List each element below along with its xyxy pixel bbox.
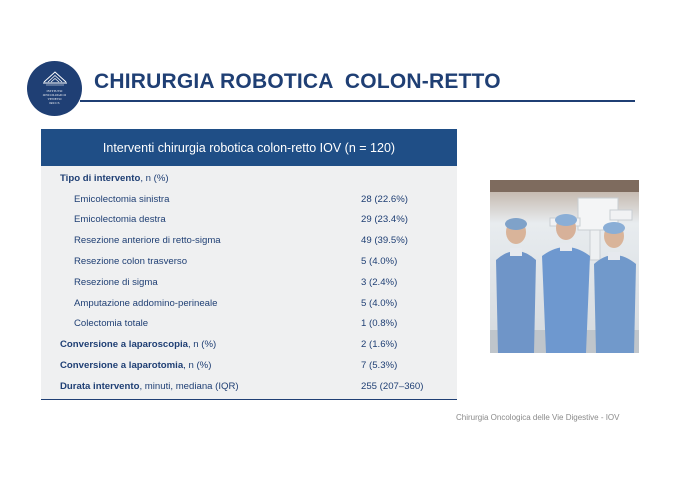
row-label-bold: Conversione a laparoscopia <box>60 339 188 351</box>
row-value: 7 (5.3%) <box>361 360 398 372</box>
row-value: 1 (0.8%) <box>361 318 398 330</box>
row-label <box>41 339 361 350</box>
table-row <box>41 251 457 272</box>
row-label <box>41 381 361 392</box>
iov-logo <box>27 61 82 116</box>
row-value: 3 (2.4%) <box>361 276 398 288</box>
table-row <box>41 272 457 293</box>
table-row <box>41 210 457 231</box>
table-row <box>41 293 457 314</box>
logo-text: ISTITUTO ONCOLOGICO VENETO IRCCS <box>42 89 67 105</box>
row-value: 5 (4.0%) <box>361 297 398 309</box>
row-label-suffix: , n (%) <box>187 339 217 351</box>
row-label-suffix: , n (%) <box>140 172 169 184</box>
row-label <box>41 360 361 371</box>
row-value: 5 (4.0%) <box>361 256 398 268</box>
interventions-table <box>41 129 457 400</box>
surgical-team-illustration <box>490 180 639 353</box>
row-label-bold: Conversione a laparotomia <box>60 360 184 372</box>
table-row <box>41 189 457 210</box>
row-value: 49 (39.5%) <box>361 235 408 247</box>
row-label-bold: Tipo di intervento <box>60 172 141 184</box>
row-label: Emicolectomia destra <box>74 214 166 226</box>
table-header: Interventi chirurgia robotica colon-retto IOV (n = 120) <box>41 129 457 166</box>
row-label <box>41 173 361 184</box>
title-divider <box>80 100 635 102</box>
table-row <box>41 376 457 397</box>
row-label-suffix: , minuti, mediana (IQR) <box>139 380 239 392</box>
table-body <box>41 166 457 400</box>
slide-title: CHIRURGIA ROBOTICA COLON-RETTO <box>94 70 501 93</box>
table-row <box>41 355 457 376</box>
row-label-suffix: , n (%) <box>183 360 212 372</box>
row-value: 255 (207–360) <box>361 380 424 392</box>
row-label: Resezione anteriore di retto-sigma <box>74 235 221 247</box>
surgical-team-photo <box>490 180 639 353</box>
table-row <box>41 314 457 335</box>
row-label: Emicolectomia sinistra <box>74 193 170 205</box>
iov-emblem-icon <box>40 68 70 88</box>
table-row <box>41 334 457 355</box>
table-row <box>41 230 457 251</box>
row-value: 28 (22.6%) <box>361 193 408 205</box>
row-label-bold: Durata intervento <box>60 380 140 392</box>
table-row <box>41 168 457 189</box>
row-label: Amputazione addomino-perineale <box>74 297 218 309</box>
row-label: Resezione di sigma <box>74 276 158 288</box>
footer-caption: Chirurgia Oncologica delle Vie Digestive - IOV <box>456 413 620 422</box>
row-label: Colectomia totale <box>74 318 149 330</box>
row-value: 2 (1.6%) <box>361 339 398 351</box>
row-label: Resezione colon trasverso <box>74 256 188 268</box>
row-value: 29 (23.4%) <box>361 214 408 226</box>
